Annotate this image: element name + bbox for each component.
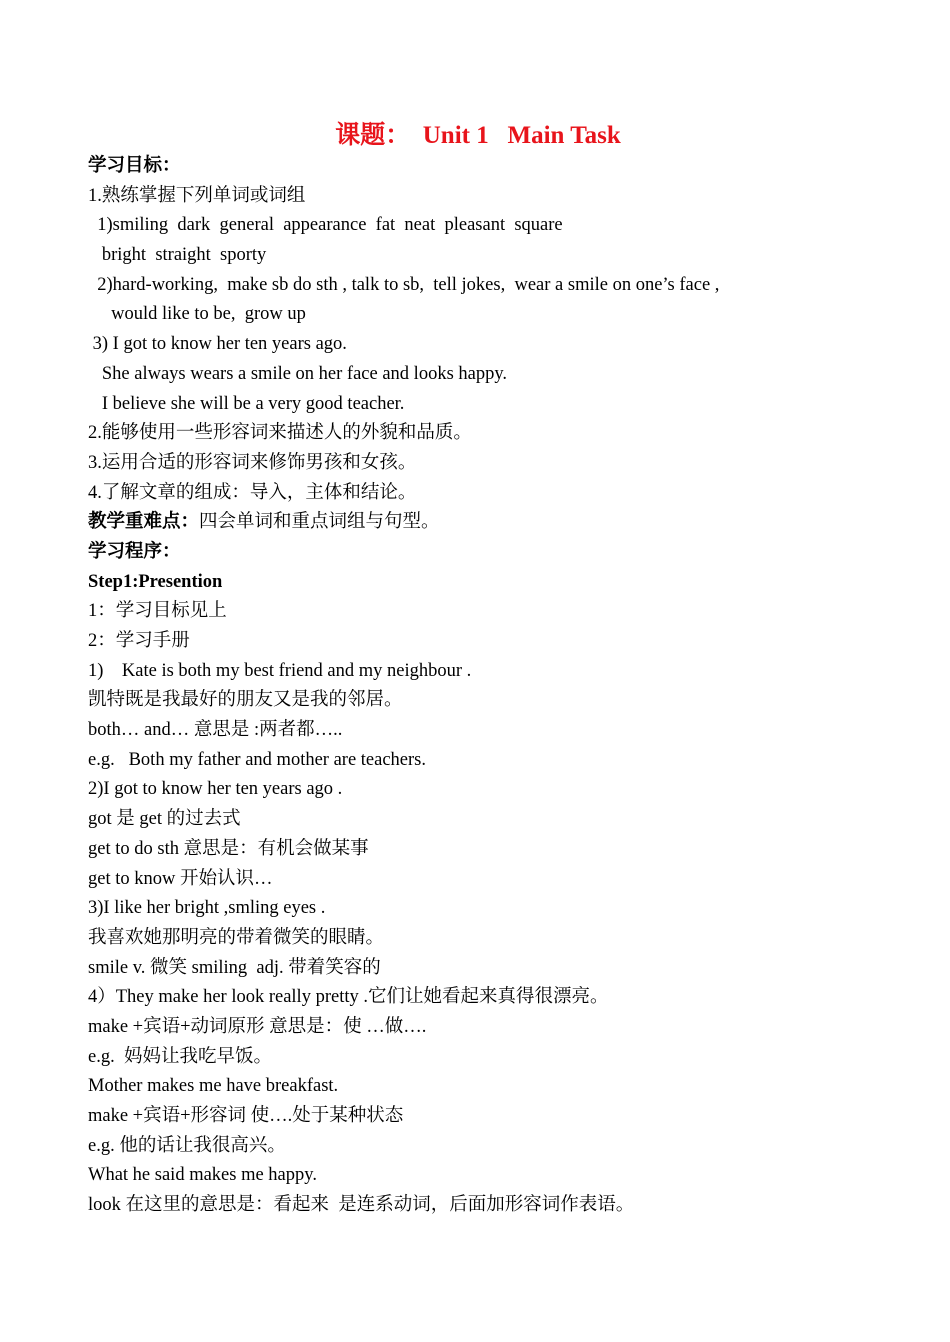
text-line: 3) I got to know her ten years ago. — [88, 334, 347, 355]
text-line: 1：学习目标见上 — [88, 601, 227, 622]
text-line: Mother makes me have breakfast. — [88, 1076, 339, 1097]
document-title: 课题： Unit 1 Main Task — [335, 122, 621, 149]
text-line: I believe she will be a very good teacher. — [88, 393, 405, 414]
text-line: 我喜欢她那明亮的带着微笑的眼睛。 — [88, 927, 385, 948]
text-line: 3)I like her bright ,smling eyes . — [88, 898, 326, 919]
text-line: 学习程序： — [88, 541, 181, 562]
document-page — [88, 120, 878, 1221]
text-line: 2.能够使用一些形容词来描述人的外貌和品质。 — [88, 423, 472, 444]
text-line: both… and… 意思是 :两者都….. — [88, 720, 343, 741]
text-line: look 在这里的意思是：看起来 是连系动词，后面加形容词作表语。 — [88, 1195, 635, 1216]
text-line: 1.熟练掌握下列单词或词组 — [88, 185, 306, 206]
text-line: e.g. 妈妈让我吃早饭。 — [88, 1046, 272, 1067]
text-line: She always wears a smile on her face and looks happy. — [88, 363, 508, 384]
document-body — [88, 152, 878, 1221]
text-line: 2)hard-working, make sb do sth , talk to sb, tell jokes, wear a smile on one’s face , — [88, 274, 720, 295]
text-line: 2：学习手册 — [88, 631, 190, 651]
text-line: get to know 开始认识… — [88, 868, 273, 889]
text-line: bright straight sporty — [88, 245, 267, 266]
text-line: would like to be, grow up — [88, 304, 306, 325]
text-line: 凯特既是我最好的朋友又是我的邻居。 — [88, 690, 403, 711]
text-line: 4）They make her look really pretty .它们让她看起来真得很漂亮。 — [88, 987, 609, 1008]
text-line: 4.了解文章的组成：导入，主体和结论。 — [88, 482, 417, 503]
text-line: make +宾语+形容词 使….处于某种状态 — [88, 1106, 404, 1126]
text-line: 1)smiling dark general appearance fat neat pleasant square — [88, 215, 563, 236]
text-line: make +宾语+动词原形 意思是：使 …做…. — [88, 1016, 427, 1037]
text-line: got 是 get 的过去式 — [88, 809, 241, 830]
line-text: 四会单词和重点词组与句型。 — [199, 512, 440, 533]
text-line: What he said makes me happy. — [88, 1165, 317, 1186]
text-line: Step1:Presention — [88, 571, 223, 592]
text-line: e.g. Both my father and mother are teachers. — [88, 749, 427, 770]
text-line: 学习目标： — [88, 156, 181, 176]
text-line: 2)I got to know her ten years ago . — [88, 779, 343, 800]
text-line — [88, 508, 878, 538]
text-line: smile v. 微笑 smiling adj. 带着笑容的 — [88, 957, 381, 978]
text-line: e.g. 他的话让我很高兴。 — [88, 1135, 286, 1156]
line-label: 教学重难点： — [88, 512, 200, 533]
text-line: get to do sth 意思是：有机会做某事 — [88, 838, 369, 859]
text-line: 3.运用合适的形容词来修饰男孩和女孩。 — [88, 452, 417, 473]
text-line: 1) Kate is both my best friend and my neighbour . — [88, 660, 472, 681]
